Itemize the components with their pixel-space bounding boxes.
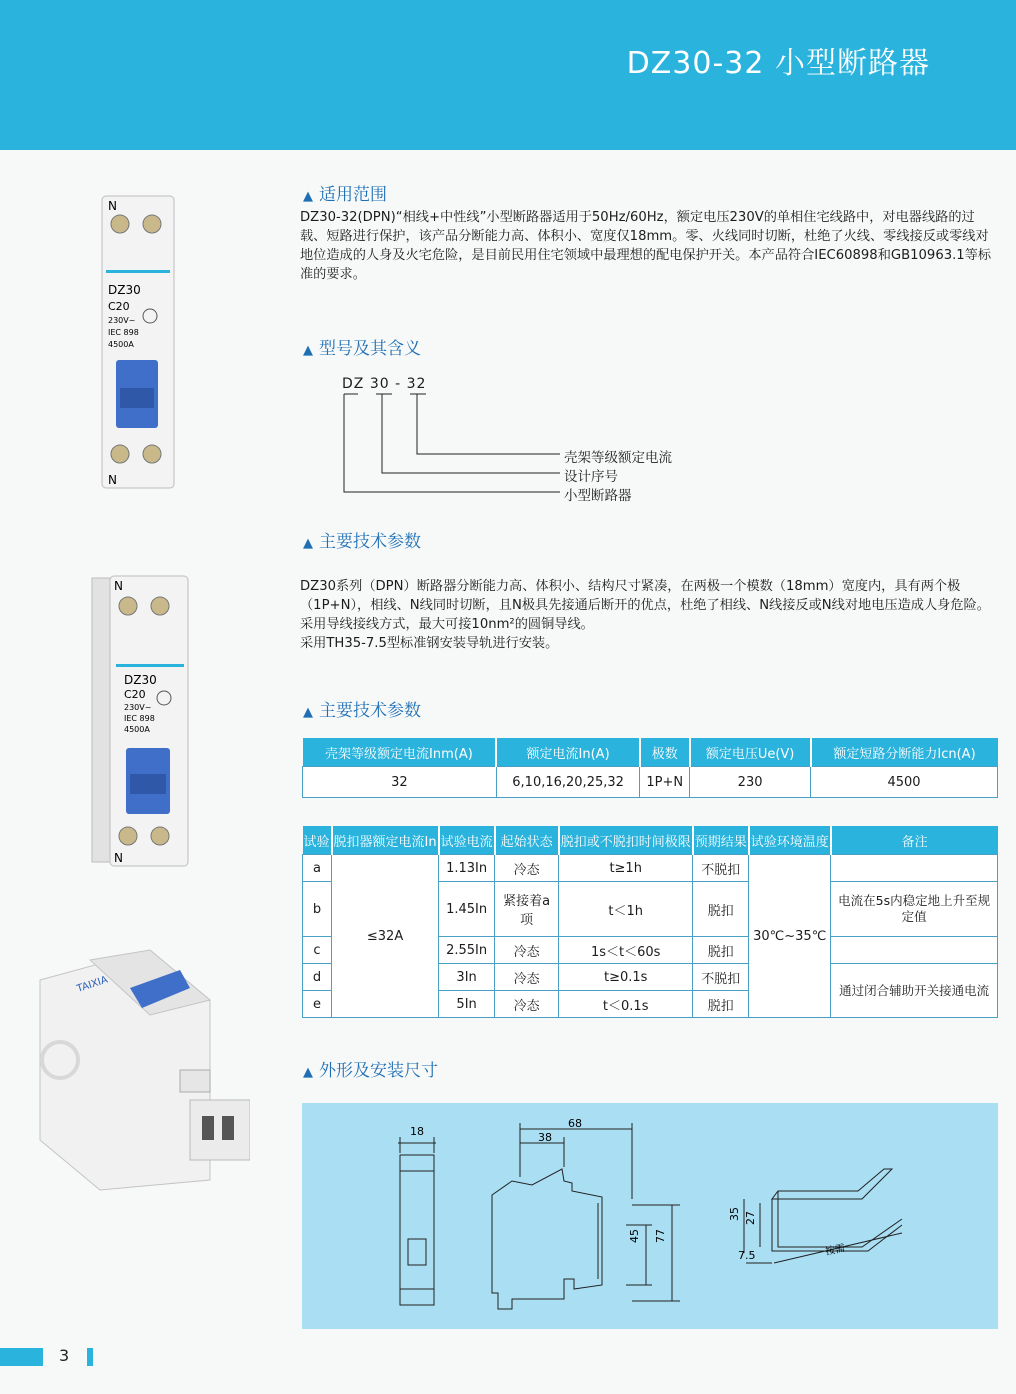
section-title-model: ▲ 型号及其含义 [303, 339, 421, 359]
table-cell: b [303, 882, 332, 937]
table-header-cell: 额定电压Ue(V) [690, 738, 811, 767]
rail-height-label: 35 [728, 1207, 741, 1221]
section-title-scope: ▲ 适用范围 [303, 185, 387, 205]
table-cell-empty [831, 855, 998, 882]
page-title: DZ30-32 小型断路器 [626, 46, 930, 81]
table-cell: c [303, 937, 332, 964]
table-cell: 2.55In [439, 937, 495, 964]
footer-accent-tick [87, 1348, 93, 1366]
triangle-bullet-icon: ▲ [303, 705, 313, 720]
terminal-n-label-top: N [108, 199, 117, 213]
breaker-photo-angle [88, 574, 192, 870]
table-cell: 6,10,16,20,25,32 [496, 767, 640, 798]
rating-print: C20 [108, 300, 130, 313]
table-cell: t＜0.1s [559, 991, 693, 1018]
table-cell-empty [831, 937, 998, 964]
table-header-cell: 额定短路分断能力Icn(A) [811, 738, 998, 767]
table-cell: t≥0.1s [559, 964, 693, 991]
breaker-photo-front [100, 192, 176, 492]
tech-paragraph: DZ30系列（DPN）断路器分断能力高、体积小、结构尺寸紧凑，在两极一个模数（18mm）宽度内，具有两个极（1P+N），相线、N线同时切断，且N极具先接通后断开的优点，杜绝了相线、N线接反或N线对地电压造成人身危险。 采用导线接线方式，最大可接10nm²的圆铜导线。 采用TH35-7.5型标准钢安装导轨进行安装。 [300, 579, 990, 651]
table-row [303, 855, 998, 882]
table-header-row [303, 826, 998, 855]
model-code-diagram [330, 372, 730, 512]
table-cell: 不脱扣 [693, 855, 749, 882]
table-cell-temperature: 30℃~35℃ [749, 855, 831, 1018]
table-cell: 1P+N [640, 767, 690, 798]
model-print-2: DZ30 [124, 673, 157, 687]
brand-print: TAIXIA [75, 974, 110, 995]
table-header-cell: 壳架等级额定电流Inm(A) [303, 738, 497, 767]
rail-length-label: 按需 [824, 1243, 847, 1258]
section-title-dimensions: ▲ 外形及安装尺寸 [303, 1061, 438, 1081]
triangle-bullet-icon: ▲ [303, 343, 313, 358]
table-cell-note: 电流在5s内稳定地上升至规定值 [831, 882, 998, 937]
dim-77-label: 77 [654, 1229, 667, 1243]
dim-half-label: 38 [538, 1131, 552, 1144]
table-cell: 冷态 [495, 855, 559, 882]
triangle-bullet-icon: ▲ [303, 189, 313, 204]
dimension-drawing-panel [302, 1103, 998, 1329]
table-cell: 冷态 [495, 937, 559, 964]
table-cell: d [303, 964, 332, 991]
voltage-print: 230V~ [108, 316, 136, 325]
footer-accent-bar [0, 1348, 43, 1366]
table-cell: 230 [690, 767, 811, 798]
table-header-cell: 预期结果 [693, 826, 749, 855]
table-header-cell: 脱扣或不脱扣时间极限 [559, 826, 693, 855]
table-cell: 脱扣 [693, 937, 749, 964]
standard-print: IEC 898 [108, 328, 139, 337]
table-cell: 32 [303, 767, 497, 798]
table-cell-rated-current: ≤32A [332, 855, 439, 1018]
table-header-cell: 额定电流In(A) [496, 738, 640, 767]
table-cell: 不脱扣 [693, 964, 749, 991]
terminal-n-label-bottom: N [108, 473, 117, 487]
table-header-cell: 极数 [640, 738, 690, 767]
breaking-print: 4500A [108, 340, 134, 349]
table-cell: 脱扣 [693, 991, 749, 1018]
rail-lip-label: 7.5 [738, 1249, 756, 1262]
table-cell: 脱扣 [693, 882, 749, 937]
breaker-photo-side [30, 940, 250, 1200]
dim-45-label: 45 [628, 1229, 641, 1243]
scope-paragraph: DZ30-32(DPN)“相线+中性线”小型断路器适用于50Hz/60Hz，额定电压230V的单相住宅线路中，对电器线路的过载、短路进行保护，该产品分断能力高、体积小、宽度仅18mm。零、火线同时切断，杜绝了火线、零线接反或零线对地位造成的人身及火宅危险，是目前民用住宅领域中最理想的配电保护开关。本产品符合IEC60898和GB10963.1等标准的要求。 [300, 210, 992, 282]
section-title-tech-2: ▲ 主要技术参数 [303, 701, 421, 721]
header-banner [0, 0, 1016, 150]
rail-inner-label: 27 [744, 1211, 757, 1225]
model-label-design-number: 设计序号 [564, 469, 618, 485]
dim-overall-label: 68 [568, 1117, 582, 1130]
table-cell: t＜1h [559, 882, 693, 937]
table-header-cell: 起始状态 [495, 826, 559, 855]
table-row [303, 767, 998, 798]
trip-test-table [302, 826, 998, 1018]
model-code: DZ 30 - 32 [342, 376, 427, 392]
rating-print-2: C20 [124, 688, 146, 701]
terminal-n-label-top-2: N [114, 579, 123, 593]
table-header-cell: 试验环境温度 [749, 826, 831, 855]
table-cell: 1.13In [439, 855, 495, 882]
table-header-cell: 脱扣器额定电流In [332, 826, 439, 855]
rating-table [302, 738, 998, 798]
table-cell: 紧接着a项 [495, 882, 559, 937]
table-cell: 5In [439, 991, 495, 1018]
triangle-bullet-icon: ▲ [303, 1065, 313, 1080]
table-cell: 1s＜t＜60s [559, 937, 693, 964]
breaking-print-2: 4500A [124, 725, 150, 734]
voltage-print-2: 230V~ [124, 703, 152, 712]
model-leader-lines [330, 372, 730, 512]
table-cell: 1.45In [439, 882, 495, 937]
table-cell: t≥1h [559, 855, 693, 882]
dimension-drawings [302, 1103, 998, 1329]
terminal-n-label-bottom-2: N [114, 851, 123, 865]
table-cell: e [303, 991, 332, 1018]
section-title-tech-1: ▲ 主要技术参数 [303, 532, 421, 552]
model-print: DZ30 [108, 283, 141, 297]
table-header-row [303, 738, 998, 767]
standard-print-2: IEC 898 [124, 714, 155, 723]
triangle-bullet-icon: ▲ [303, 536, 313, 551]
model-label-breaker: 小型断路器 [564, 488, 632, 504]
table-header-cell: 备注 [831, 826, 998, 855]
model-label-frame-current: 壳架等级额定电流 [564, 450, 672, 466]
table-cell-note: 通过闭合辅助开关接通电流 [831, 964, 998, 1018]
page-number: 3 [59, 1346, 70, 1365]
table-cell: 冷态 [495, 964, 559, 991]
table-header-cell: 试验电流 [439, 826, 495, 855]
table-cell: 3In [439, 964, 495, 991]
table-cell: 4500 [811, 767, 998, 798]
dim-width-label: 18 [410, 1125, 424, 1138]
table-cell: a [303, 855, 332, 882]
table-cell: 冷态 [495, 991, 559, 1018]
table-header-cell: 试验 [303, 826, 332, 855]
